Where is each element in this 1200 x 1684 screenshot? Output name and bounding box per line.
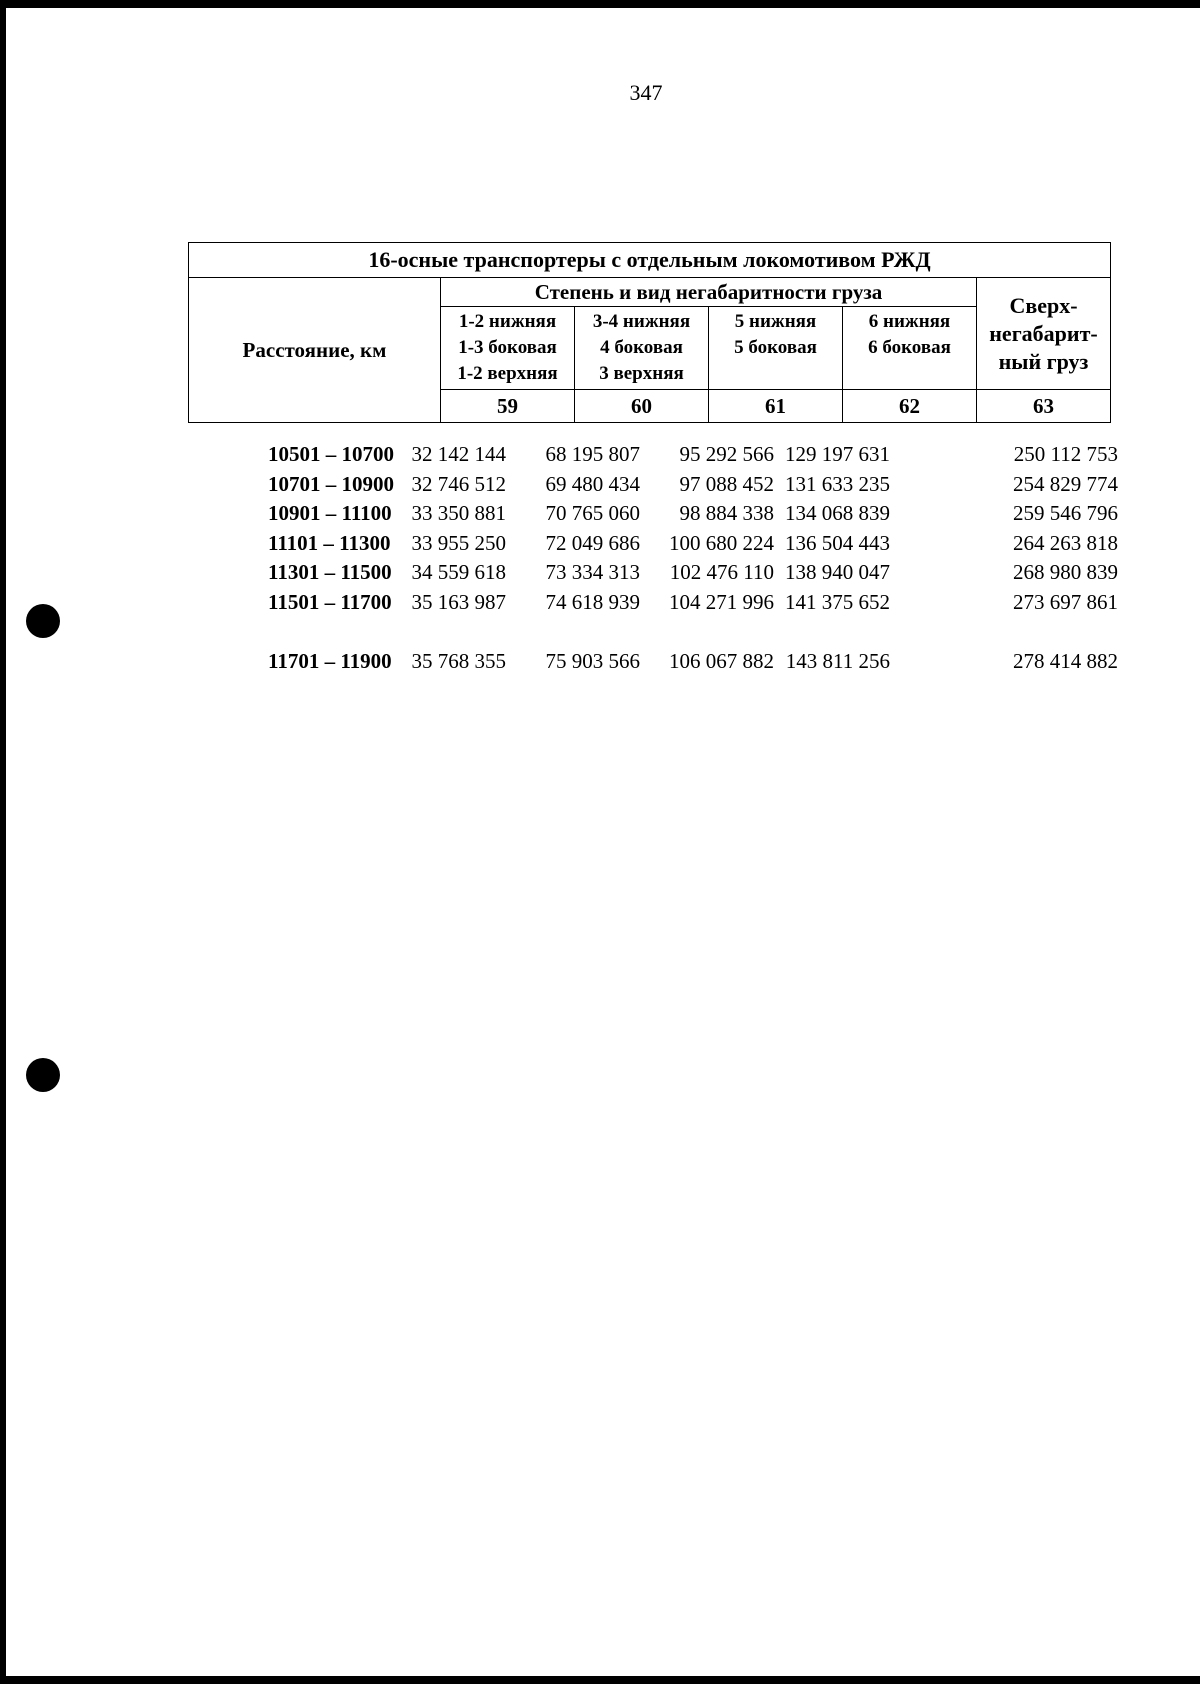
cell-value: 129 197 631 [785, 442, 890, 466]
table-row [188, 472, 1118, 502]
row-distance: 10501 – 10700 [268, 442, 394, 466]
column-code: 62 [843, 390, 977, 423]
punch-hole-bottom [26, 1058, 60, 1092]
cell-value: 131 633 235 [785, 471, 890, 496]
row-distance: 10901 – 11100 [268, 501, 392, 525]
cell-value: 264 263 818 [1013, 530, 1118, 555]
cell-value: 143 811 256 [785, 649, 890, 673]
row-distance: 11301 – 11500 [268, 560, 392, 584]
distance-header: Расстояние, км [189, 278, 441, 423]
page-number: 347 [629, 80, 663, 105]
cell-value: 136 504 443 [785, 530, 890, 555]
subheader-col-61: 5 нижняя 5 боковая [709, 307, 843, 390]
oversize-degree-header: Степень и вид негабаритности груза [441, 278, 977, 307]
cell-value: 138 940 047 [785, 560, 890, 584]
cell-value: 250 112 753 [1013, 442, 1118, 466]
row-distance: 11501 – 11700 [268, 589, 392, 614]
cell-value: 259 546 796 [1013, 501, 1118, 525]
table-row [188, 442, 1118, 472]
punch-hole-top [26, 604, 60, 638]
table-row [188, 531, 1118, 561]
cell-value: 68 195 807 [545, 442, 640, 466]
cell-value: 35 163 987 [411, 589, 506, 614]
cell-value: 268 980 839 [1013, 560, 1118, 584]
row-distance: 11701 – 11900 [268, 649, 392, 673]
cell-value: 95 292 566 [679, 442, 774, 466]
cell-value: 278 414 882 [1013, 649, 1118, 673]
row-distance: 10701 – 10900 [268, 471, 394, 496]
column-code: 63 [977, 390, 1111, 423]
cell-value: 70 765 060 [545, 501, 640, 525]
oversize-cargo-header: Сверх- негабарит- ный груз [977, 278, 1111, 390]
column-code: 60 [575, 390, 709, 423]
cell-value: 134 068 839 [785, 501, 890, 525]
column-code: 59 [441, 390, 575, 423]
cell-value: 72 049 686 [545, 530, 640, 555]
column-code: 61 [709, 390, 843, 423]
subheader-col-62: 6 нижняя 6 боковая [843, 307, 977, 390]
subheader-col-59: 1-2 нижняя 1-3 боковая 1-2 верхняя [441, 307, 575, 390]
table-row [188, 649, 1118, 679]
cell-value: 98 884 338 [679, 501, 774, 525]
table-row [188, 560, 1118, 590]
cell-value: 33 350 881 [411, 501, 506, 525]
table-row [188, 501, 1118, 531]
tariff-table-body [188, 442, 1118, 679]
cell-value: 141 375 652 [785, 589, 890, 614]
cell-value: 254 829 774 [1013, 471, 1118, 496]
cell-value: 34 559 618 [411, 560, 506, 584]
cell-value: 97 088 452 [679, 471, 774, 496]
cell-value: 33 955 250 [411, 530, 506, 555]
document-page [6, 8, 1200, 1676]
cell-value: 104 271 996 [669, 589, 774, 614]
table-title: 16-осные транспортеры с отдельным локомотивом РЖД [189, 243, 1111, 278]
cell-value: 74 618 939 [545, 589, 640, 614]
cell-value: 73 334 313 [545, 560, 640, 584]
tariff-table-header [188, 242, 1111, 423]
subheader-col-60: 3-4 нижняя 4 боковая 3 верхняя [575, 307, 709, 390]
cell-value: 35 768 355 [411, 649, 506, 673]
table-row [188, 590, 1118, 620]
cell-value: 32 142 144 [411, 442, 506, 466]
cell-value: 102 476 110 [669, 560, 774, 584]
cell-value: 100 680 224 [669, 530, 774, 555]
cell-value: 32 746 512 [411, 471, 506, 496]
row-distance: 11101 – 11300 [268, 530, 391, 555]
cell-value: 273 697 861 [1013, 589, 1118, 614]
cell-value: 69 480 434 [545, 471, 640, 496]
cell-value: 75 903 566 [545, 649, 640, 673]
cell-value: 106 067 882 [669, 649, 774, 673]
